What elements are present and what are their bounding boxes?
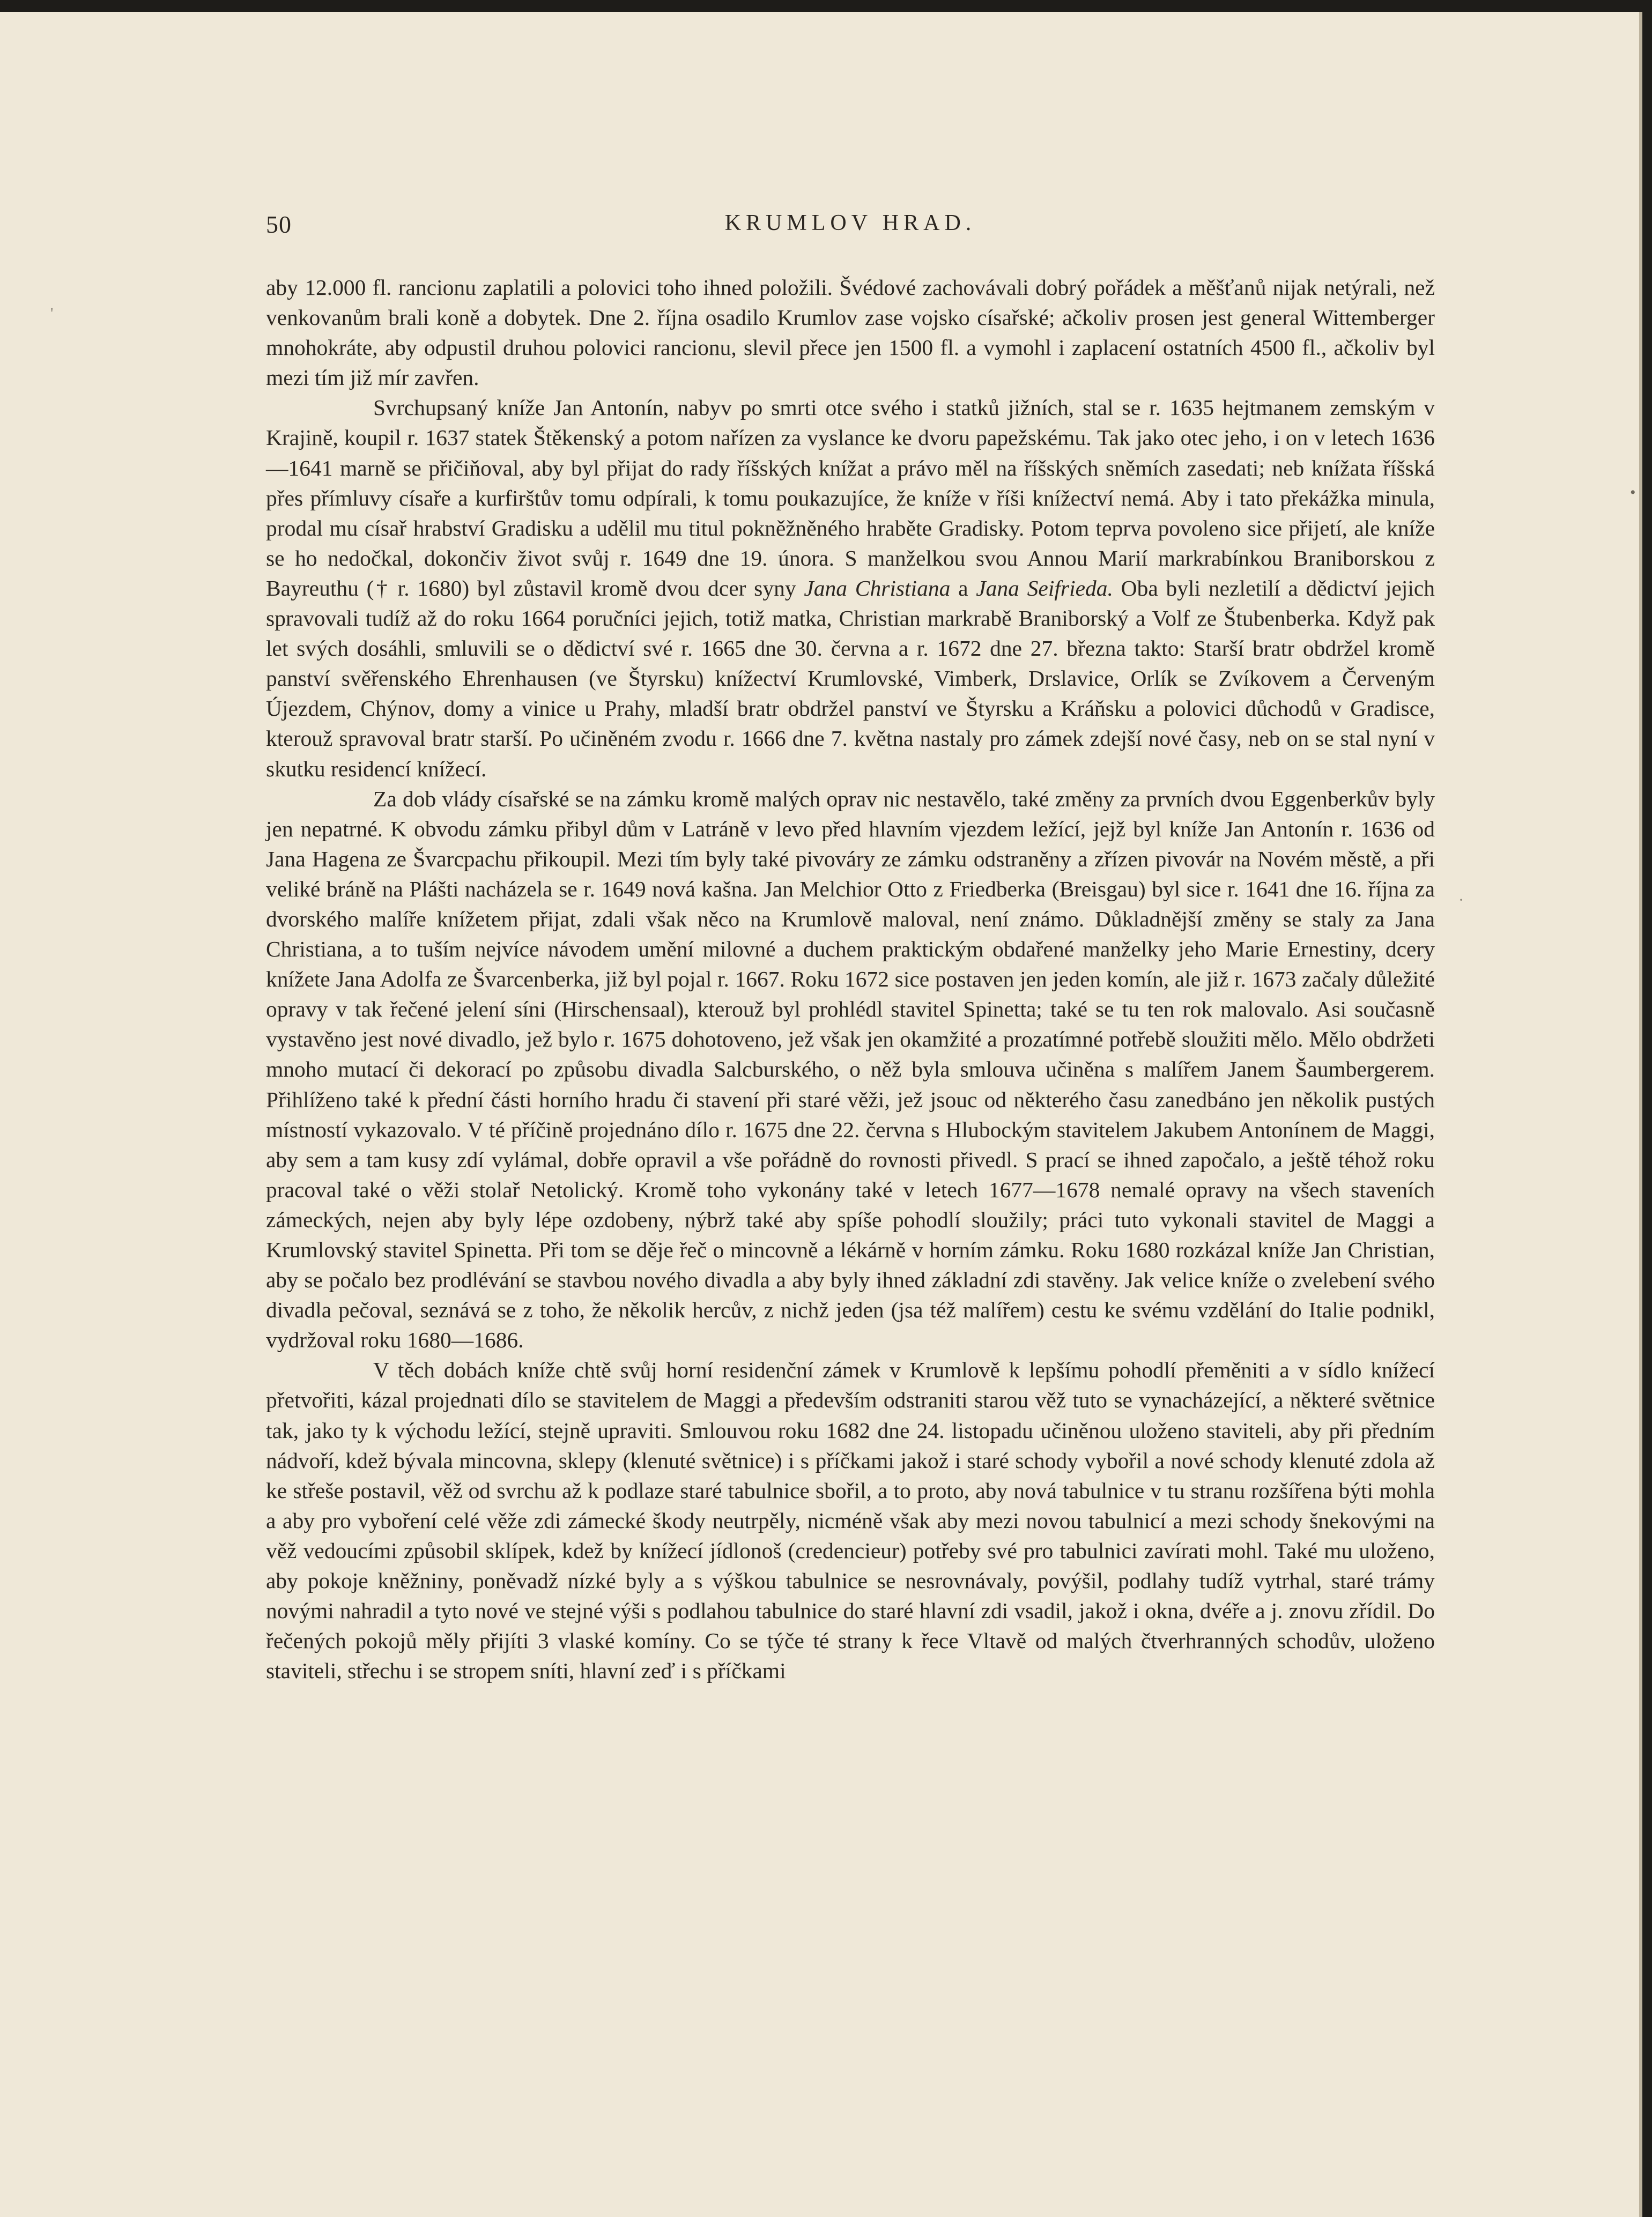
paragraph-1: aby 12.000 fl. rancionu zaplatili a polovici toho ihned položili. Švédové zachovávali dobrý pořádek a měšťanů nijak netýrali, než venkovanům brali koně a dobytek. Dne 2. října osadilo Krumlov zase vojsko císařské; ačkoliv prosen jest general Wittemberger mnohokráte, aby odpustil druhou polovici rancionu, slevil přece jen 1500 fl. a vymohl i zaplacení ostatních 4500 fl., ačkoliv byl mezi tím již mír zavřen. bbox=[266, 275, 1435, 390]
margin-dot: • bbox=[1630, 484, 1636, 501]
page-number: 50 bbox=[266, 211, 292, 238]
page-header bbox=[266, 210, 1435, 253]
margin-speck: · bbox=[1458, 891, 1464, 909]
paragraph-2 bbox=[266, 392, 1435, 783]
name-jan-seifried: Jana Seifrieda. bbox=[976, 575, 1113, 600]
body-text bbox=[266, 272, 1435, 1686]
paragraph-2-part-a: Svrchupsaný kníže Jan Antonín, nabyv po smrti otce svého i statků jižních, stal se r. 1635 hejtmanem zemským v Krajině, koupil r. 1637 statek Štěkenský a potom nařízen za vyslance ke dvoru papežskému. Tak jako otec jeho, i on v letech 1636—1641 marně se přičiňoval, aby byl přijat do rady říšských knížat a právo měl na říšských sněmích zasedati; neb knížata říšská přes přímluvy císaře a kurfirštův tomu odpírali, k tomu poukazujíce, že kníže v říši knížectví nemá. Aby i tato překážka minula, prodal mu císař hrabství Gradisku a udělil mu titul pokněžněného hraběte Gradisky. Potom teprva povoleno sice přijetí, ale kníže se ho nedočkal, dokončiv život svůj r. 1649 dne 19. února. S manželkou svou Annou Marií markrabínkou Braniborskou z Bayreuthu († r. 1680) byl zůstavil kromě dvou dcer syny bbox=[266, 395, 1435, 600]
name-jan-christian: Jana Christiana bbox=[804, 575, 951, 600]
margin-speck: ' bbox=[50, 305, 54, 322]
paragraph-2-part-b: Oba byli nezletilí a dědictví jejich spravovali tudíž až do roku 1664 poručníci jejich, totiž matka, Christian markrabě Braniborský a Volf ze Štubenberka. Když pak let svých dosáhli, smluvili se o dědictví své r. 1665 dne 30. června a r. 1672 dne 27. března takto: Starší bratr obdržel kromě panství svěřenského Ehrenhausen (ve Štyrsku) knížectví Krumlovské, Vimberk, Drslavice, Orlík se Zvíkovem a Červeným Újezdem, Chýnov, domy a vinice u Prahy, mladší bratr obdržel panství ve Štyrsku a Kráňsku a polovici důchodů v Gradisce, kterouž spravoval bratr starší. Po učiněném zvodu r. 1666 dne 7. května nastaly pro zámek zdejší nové časy, neb on se stal nyní v skutku residencí knížecí. bbox=[266, 575, 1435, 781]
paragraph-4: V těch dobách kníže chtě svůj horní residenční zámek v Krumlově k lepšímu pohodlí přeměniti a v sídlo knížecí přetvořiti, kázal projednati dílo se stavitelem de Maggi a především odstraniti starou věž tuto se vynacházející, a některé světnice tak, jako ty k východu ležící, stejně upraviti. Smlouvou roku 1682 dne 24. listopadu učiněnou uloženo staviteli, aby při předním nádvoří, kdež bývala mincovna, sklepy (klenuté světnice) i s příčkami jakož i staré schody vybořil a nové schody klenuté zdola až ke střeše postavil, věž od svrchu až k podlaze staré tabulnice sbořil, a to proto, aby nová tabulnice v tu stranu rozšířena býti mohla a aby pro vyboření celé věže zdi zámecké škody neutrpěly, nicméně však aby mezi novou tabulnicí a mezi schody šnekovými na věž vedoucími způsobil sklípek, kdež by knížecí jídlonoš (credencieur) potřeby své pro tabulnici zavírati mohl. Také mu uloženo, aby pokoje kněžniny, poněvadž nízké byly a s výškou tabulnice se nesrovnávaly, povýšil, podlahy tudíž vytrhal, staré trámy novými nahradil a tyto nové ve stejné výši s podlahou tabulnice do staré hlavní zdi vsadil, jakož i okna, dvéře a j. znovu zřídil. Do řečených pokojů měly přijíti 3 vlaské komíny. Co se týče té strany k řece Vltavě od malých čtverhranných schodův, uloženo staviteli, střechu i se stropem sníti, hlavní zeď i s příčkami bbox=[266, 1358, 1435, 1684]
paragraph-3: Za dob vlády císařské se na zámku kromě malých oprav nic nestavělo, také změny za prvních dvou Eggenberkův byly jen nepatrné. K obvodu zámku přibyl dům v Latráně v levo před hlavním vjezdem ležící, jejž byl kníže Jan Antonín r. 1636 od Jana Hagena ze Švarcpachu přikoupil. Mezi tím byly také pivováry ze zámku odstraněny a zřízen pivovár na Novém městě, a při veliké bráně na Plášti nacházela se r. 1649 nová kašna. Jan Melchior Otto z Friedberka (Breisgau) byl sice r. 1641 dne 16. října za dvorského malíře knížetem přijat, zdali však něco na Krumlově maloval, není známo. Důkladnější změny se staly za Jana Christiana, a to tuším nejvíce návodem umění milovné a duchem praktickým obdařené manželky jeho Marie Ernestiny, dcery knížete Jana Adolfa ze Švarcenberka, již byl pojal r. 1667. Roku 1672 sice postaven jen jeden komín, ale již r. 1673 začaly důležité opravy v tak řečené jelení síni (Hirschensaal), kterouž byl prohlédl stavitel Spinetta; také se tu ten rok malovalo. Asi současně vystavěno jest nové divadlo, jež bylo r. 1675 dohotoveno, jež však jen okamžité a prozatímné potřebě sloužiti mělo. Mělo obdržeti mnoho mutací či dekorací po způsobu divadla Salcburského, o něž byla smlouva učiněna s malířem Janem Šaumbergerem. Přihlíženo také k přední části horního hradu či stavení při staré věži, jež jsouc od některého času zanedbáno jen několik pustých místností vykazovalo. V té příčině projednáno dílo r. 1675 dne 22. června s Hlubockým stavitelem Jakubem Antonínem de Maggi, aby sem a tam kusy zdí vylámal, dobře opravil a vše pořádně do rovnosti přivedl. S prací se ihned započalo, a ještě téhož roku pracoval také o věži stolař Netolický. Kromě toho vykonány také v letech 1677—1678 nemalé opravy na všech staveních zámeckých, nejen aby byly lépe ozdobeny, nýbrž také aby spíše pohodlí sloužily; práci tuto vykonali stavitel de Maggi a Krumlovský stavitel Spinetta. Při tom se děje řeč o mincovně a lékárně v horním zámku. Roku 1680 rozkázal kníže Jan Christian, aby se počalo bez prodlévání se stavbou nového divadla a aby byly ihned základní zdi stavěny. Jak velice kníže o zvelebení svého divadla pečoval, seznává se z toho, že několik hercův, z nichž jeden (jsa též malířem) cestu ke svému vzdělání do Italie podnikl, vydržoval roku 1680—1686. bbox=[266, 786, 1435, 1353]
conjunction: a bbox=[958, 575, 968, 600]
book-page bbox=[0, 12, 1642, 2217]
running-title: KRUMLOV HRAD. bbox=[724, 211, 976, 235]
